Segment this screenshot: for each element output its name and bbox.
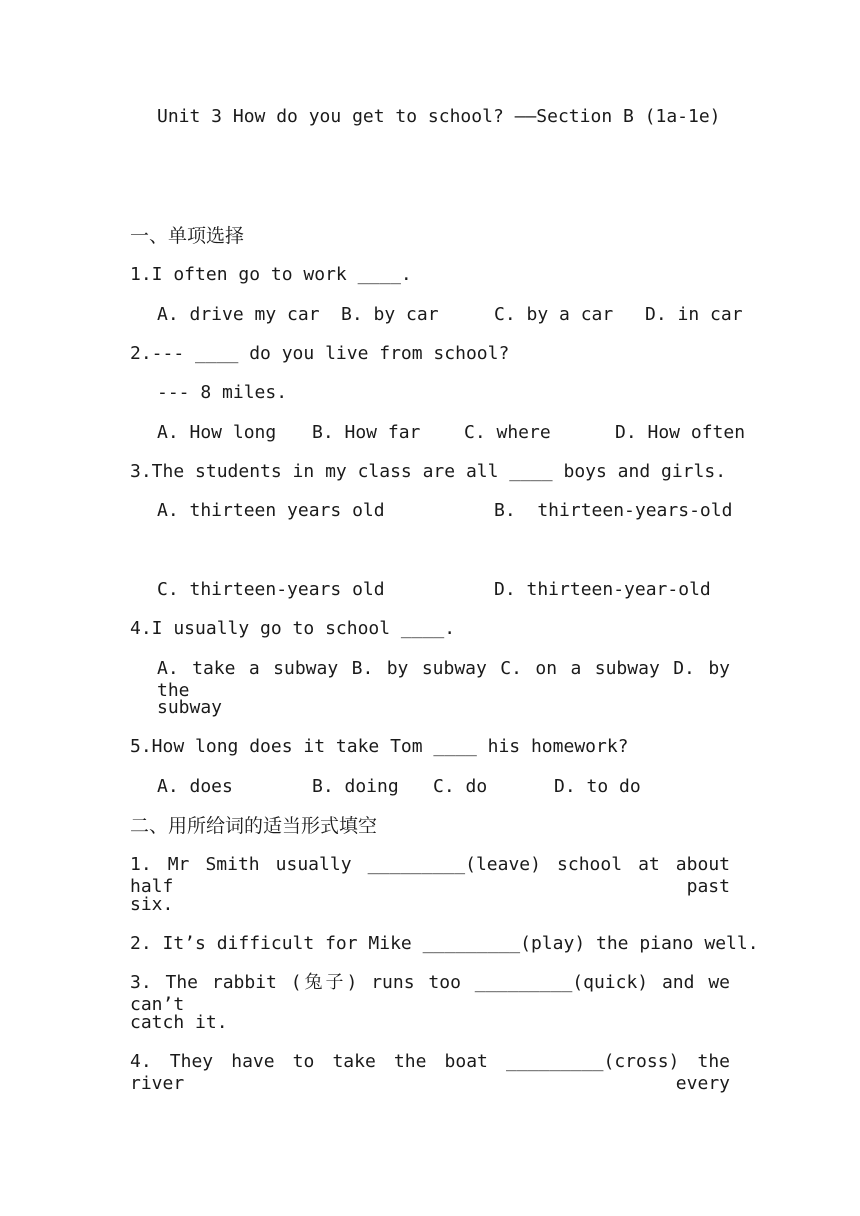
fill-item-3-line-2: catch it. <box>130 1012 228 1033</box>
question-5-options <box>157 776 730 798</box>
question-2-stem: 2.--- ____ do you live from school? <box>130 343 510 364</box>
question-3-option-a: A. thirteen years old <box>157 500 385 521</box>
question-3-option-d: D. thirteen-year-old <box>494 579 711 600</box>
question-1-option-d: D. in car <box>645 304 743 325</box>
question-3-options-row-1 <box>157 500 733 522</box>
question-3-option-c: C. thirteen-years old <box>157 579 385 600</box>
fill-item-3-line-1: 3. The rabbit (兔子) runs too _________(quick) and we can’t <box>130 972 730 1015</box>
question-5-option-d: D. to do <box>554 776 641 797</box>
question-5-option-c: C. do <box>433 776 488 797</box>
question-2-answer-line: --- 8 miles. <box>157 382 288 403</box>
question-1-options <box>157 304 743 326</box>
section-2-heading: 二、用所给词的适当形式填空 <box>130 815 378 837</box>
section-1-heading: 一、单项选择 <box>130 225 245 247</box>
question-4-options-wrap: subway <box>157 697 223 718</box>
fill-item-4-line-1: 4. They have to take the boat _________(cross) the river every <box>130 1051 730 1094</box>
fill-item-2-line-1: 2. It’s difficult for Mike _________(play) the piano well. <box>130 933 759 954</box>
question-4-options-line: A. take a subway B. by subway C. on a subway D. by the <box>157 658 730 701</box>
question-3-stem: 3.The students in my class are all ____ boys and girls. <box>130 461 727 482</box>
question-5-option-b: B. doing <box>312 776 399 797</box>
question-2-option-a: A. How long <box>157 422 277 443</box>
question-1-option-c: C. by a car <box>494 304 614 325</box>
question-1-option-a: A. drive my car <box>157 304 320 325</box>
question-2-option-b: B. How far <box>312 422 421 443</box>
question-4-stem: 4.I usually go to school ____. <box>130 618 456 639</box>
fill-item-1-line-2: six. <box>130 894 174 915</box>
question-3-option-b: B. thirteen-years-old <box>494 500 733 521</box>
question-1-option-b: B. by car <box>341 304 439 325</box>
fill-item-1-line-1: 1. Mr Smith usually _________(leave) school at about half past <box>130 854 730 897</box>
question-1-stem: 1.I often go to work ____. <box>130 264 412 285</box>
question-2-option-c: C. where <box>464 422 551 443</box>
question-2-option-d: D. How often <box>615 422 746 443</box>
question-5-option-a: A. does <box>157 776 233 797</box>
question-3-options-row-2 <box>157 579 730 601</box>
question-5-stem: 5.How long does it take Tom ____ his homework? <box>130 736 629 757</box>
question-2-options <box>157 422 746 444</box>
page-title: Unit 3 How do you get to school? ——Section B (1a-1e) <box>157 106 721 127</box>
